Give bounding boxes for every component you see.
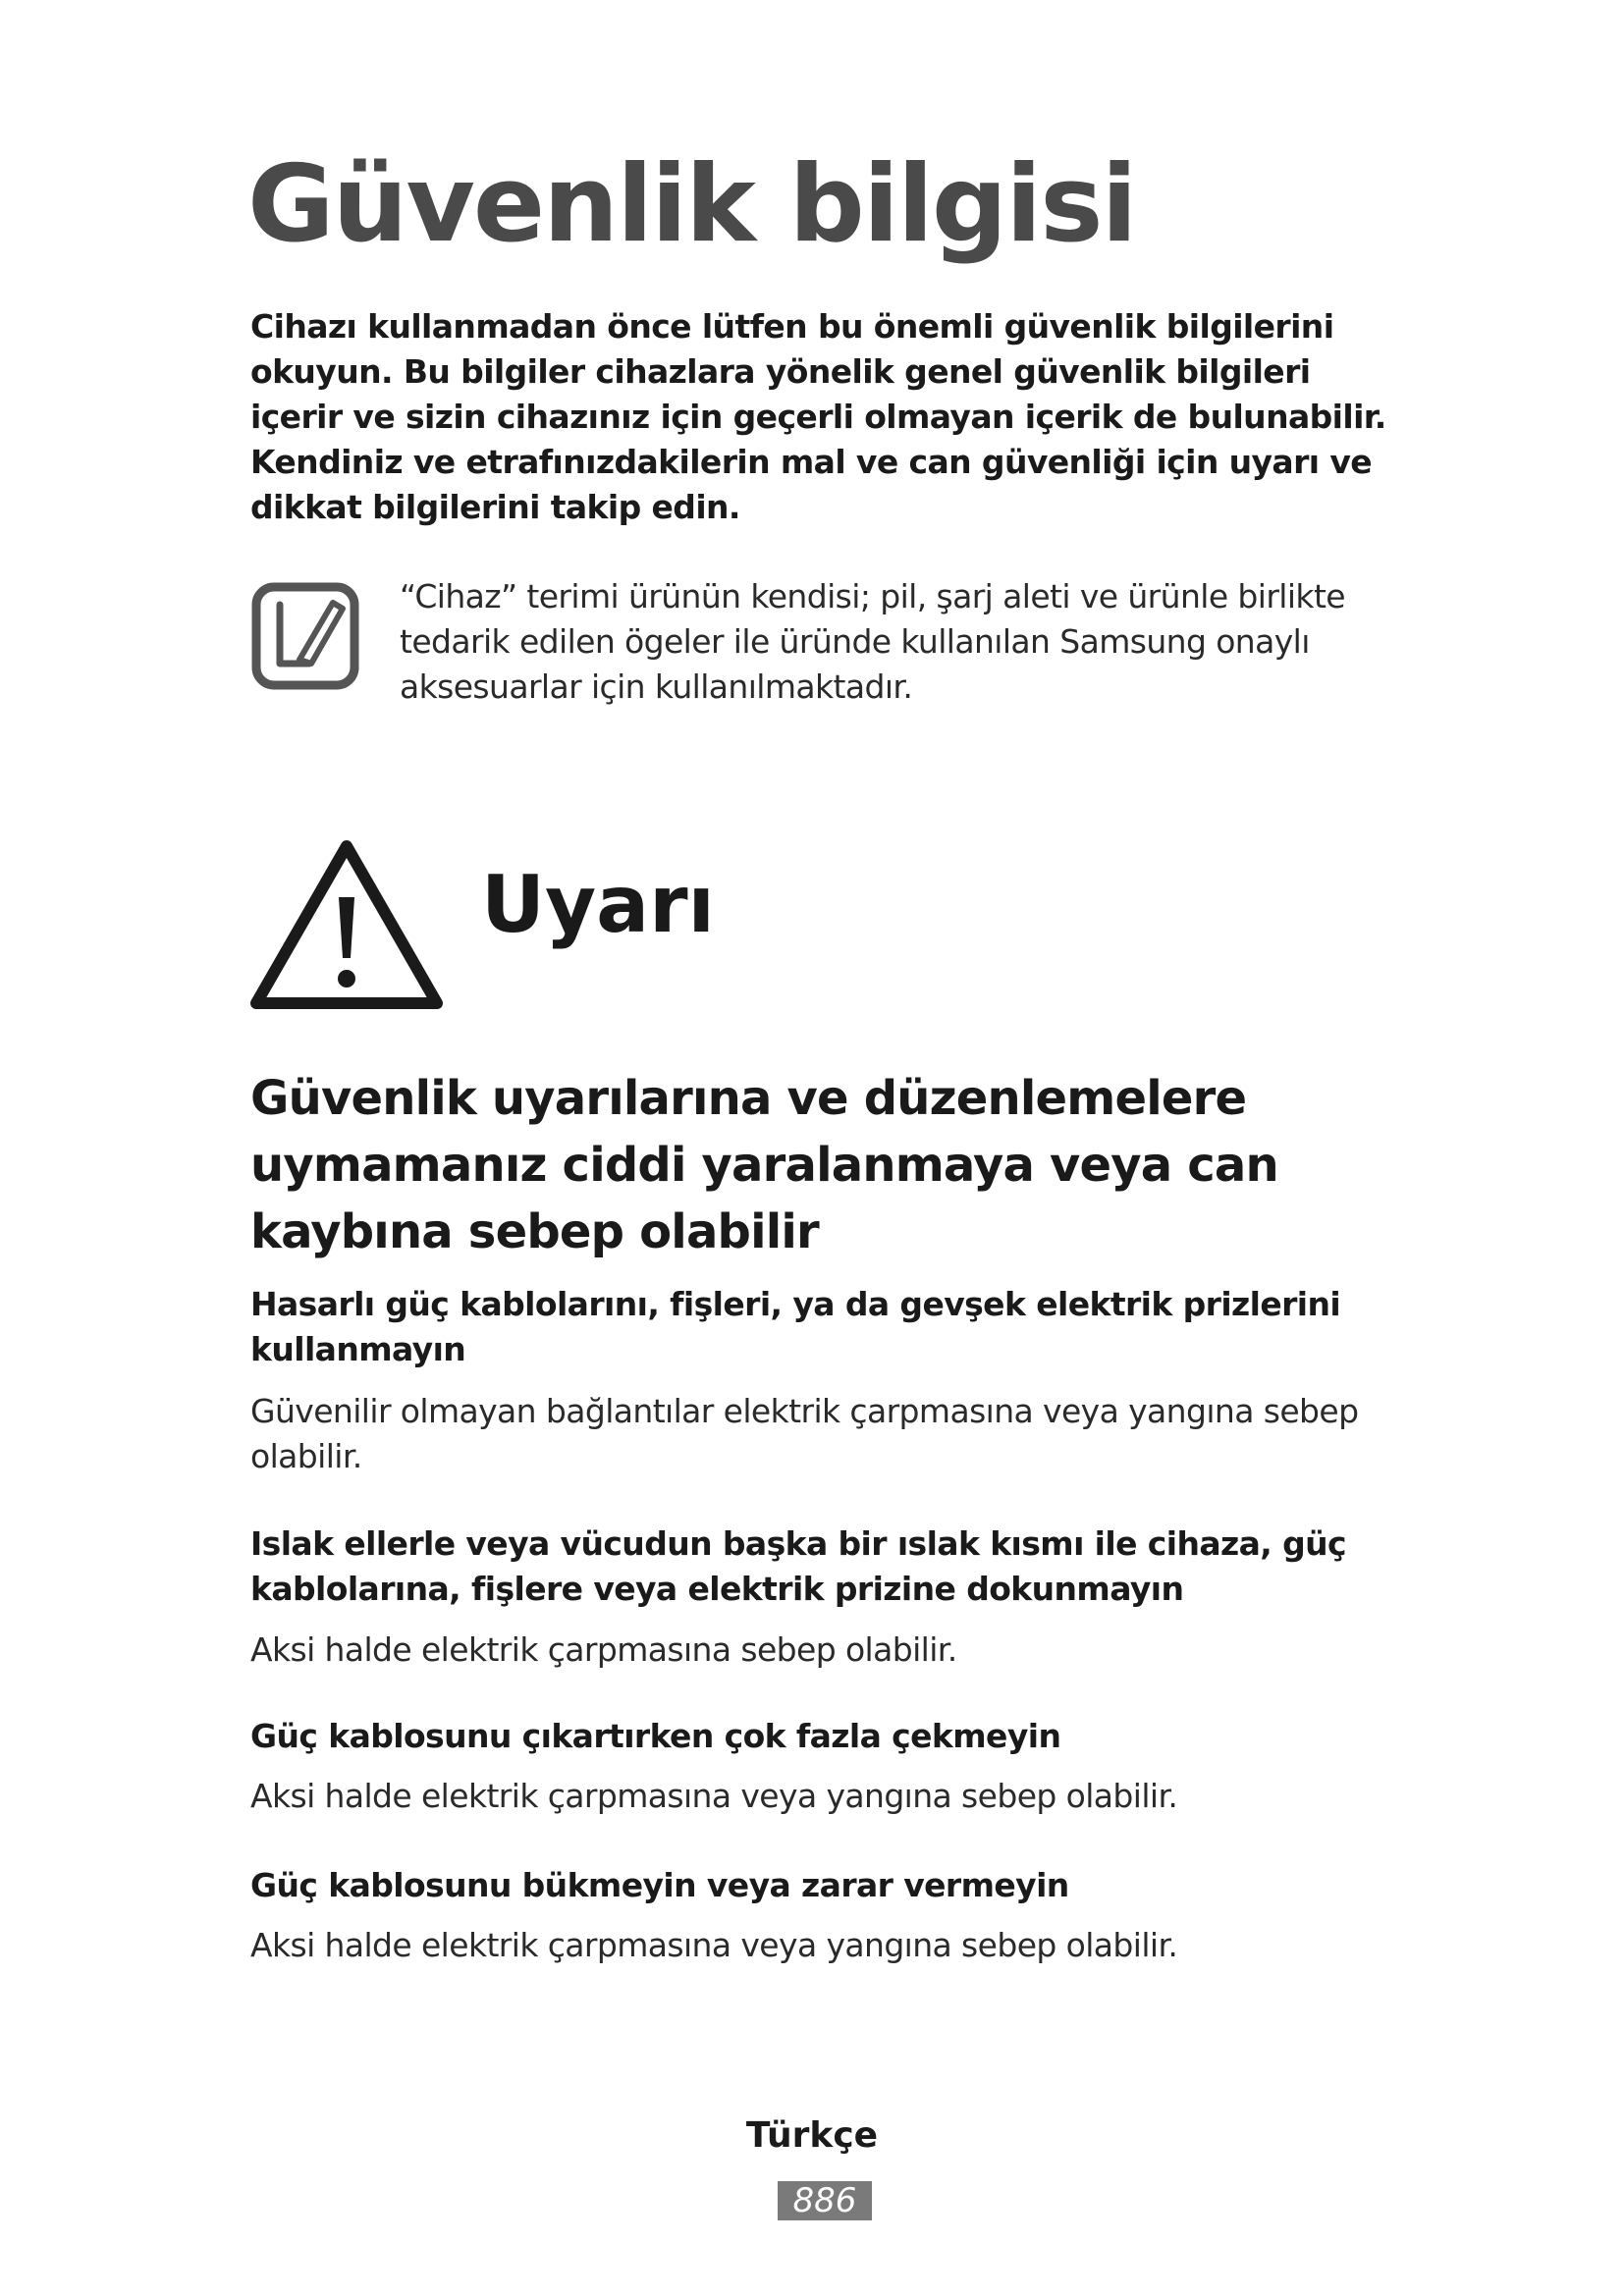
item-body-3: Aksi halde elektrik çarpmasına veya yangına sebep olabilir. [250,1777,1178,1815]
warning-title: Uyarı [481,859,715,950]
item-body-4: Aksi halde elektrik çarpmasına veya yangına sebep olabilir. [250,1926,1178,1964]
item-heading-2: Islak ellerle veya vücudun başka bir ıslak kısmı ile cihaza, güç kablolarına, fişlere veya elektrik prizine dokunmayın [250,1524,1346,1608]
page-number: 886 [778,2181,872,2220]
item-heading-3: Güç kablosunu çıkartırken çok fazla çekmeyin [250,1717,1061,1755]
section-heading: Güvenlik uyarılarına ve düzenlemelere uymamanız ciddi yaralanmaya veya can kaybına sebep olabilir [250,1071,1278,1259]
note-pencil-icon [250,581,360,691]
item-body-1: Güvenilir olmayan bağlantılar elektrik çarpmasına veya yangına sebep olabilir. [250,1392,1359,1475]
item-heading-1: Hasarlı güç kablolarını, fişleri, ya da gevşek elektrik prizlerini kullanmayın [250,1285,1341,1368]
intro-paragraph: Cihazı kullanmadan önce lütfen bu önemli güvenlik bilgilerini okuyun. Bu bilgiler cihazlara yönelik genel güvenlik bilgileri içerir ve sizin cihazınız için geçerli olmayan içerik de bulunabilir. Kendiniz ve etrafınızdakilerin mal ve can güvenliği için uyarı ve dikkat bilgilerini takip edin. [250,307,1386,526]
note-text: “Cihaz” terimi ürünün kendisi; pil, şarj aleti ve ürünle birlikte tedarik edilen ögeler ile üründe kullanılan Samsung onaylı aksesuarlar için kullanılmaktadır. [400,577,1345,706]
item-body-2: Aksi halde elektrik çarpmasına sebep olabilir. [250,1630,957,1669]
page-title: Güvenlik bilgisi [247,143,1136,266]
warning-triangle-icon [248,836,445,1013]
footer-language: Türkçe [745,2115,879,2156]
item-heading-4: Güç kablosunu bükmeyin veya zarar vermeyin [250,1866,1069,1904]
